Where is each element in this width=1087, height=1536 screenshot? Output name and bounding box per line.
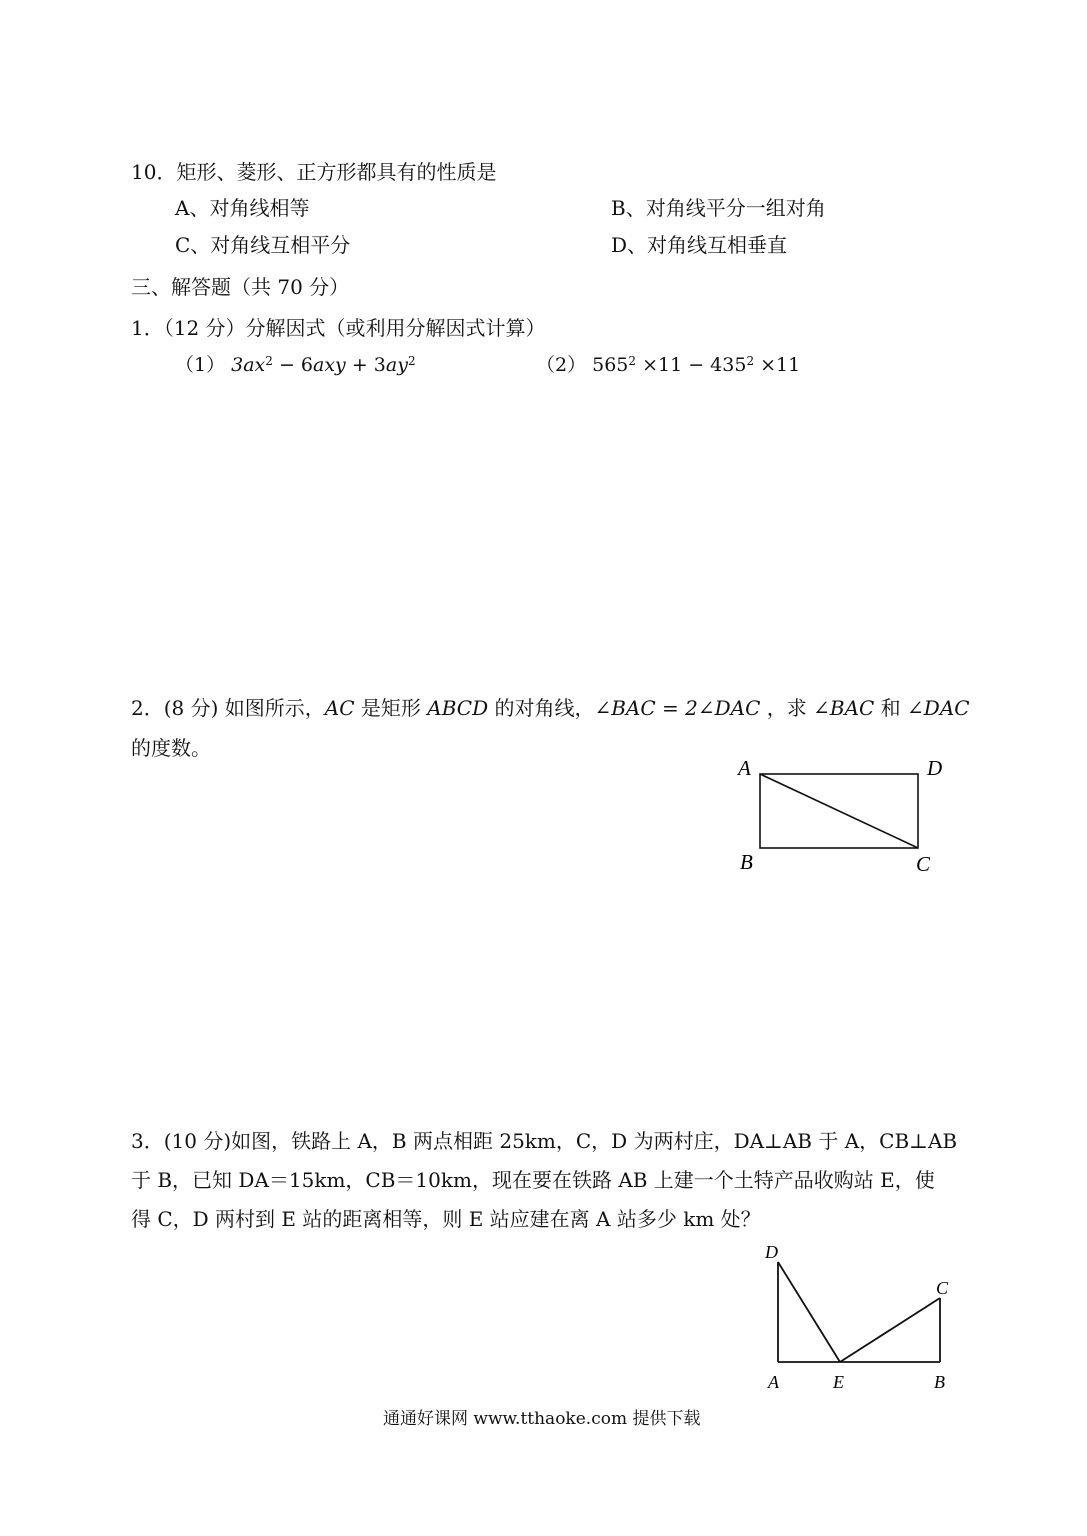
segment-de <box>778 1262 840 1362</box>
p2-text-abcd: ABCD <box>427 696 489 720</box>
p2-text-bac: ∠BAC <box>813 696 875 720</box>
p1-sub1-number: （1） <box>175 354 226 376</box>
p1-sub2-expression: $565^2 \times 11 - 435^2 \times 11$ <box>586 354 801 376</box>
q10-option-a: A、对角线相等 <box>175 196 310 220</box>
label-c: C <box>936 1278 949 1298</box>
p3-line1: 3．(10 分)如图，铁路上 A，B 两点相距 25km，C，D 为两村庄，DA⊥AB 于 A，CB⊥AB <box>131 1129 958 1153</box>
p2-text-ac: AC <box>324 696 355 720</box>
q10-stem: 10．矩形、菱形、正方形都具有的性质是 <box>131 160 497 184</box>
label-a: A <box>768 1372 779 1392</box>
label-b: B <box>934 1372 945 1392</box>
diagonal-ac <box>760 774 918 848</box>
label-d: D <box>927 756 943 780</box>
p2-line2: 的度数。 <box>131 736 211 760</box>
p3-line3: 得 C，D 两村到 E 站的距离相等，则 E 站应建在离 A 站多少 km 处？ <box>131 1207 761 1231</box>
p2-text-mid: 是矩形 <box>354 696 428 720</box>
p2-text-dac: ∠DAC <box>907 696 970 720</box>
label-a: A <box>738 756 751 780</box>
p3-line2: 于 B，已知 DA＝15km，CB＝10km，现在要在铁路 AB 上建一个土特产品收购站 E，使 <box>131 1168 935 1192</box>
label-e: E <box>833 1372 844 1392</box>
p1-sub1-expression: $3ax^2 - 6axy + 3ay^2$ <box>225 354 416 376</box>
p1-sub2-number: （2） <box>536 354 587 376</box>
q10-option-b: B、对角线平分一组对角 <box>611 196 826 220</box>
p1-sub1 <box>175 352 416 378</box>
p3-railway-figure <box>760 1240 960 1395</box>
q10-option-c: C、对角线互相平分 <box>175 233 351 257</box>
q10-option-d: D、对角线互相垂直 <box>611 233 788 257</box>
p2-line1 <box>131 695 970 721</box>
p2-text-prefix: 2．(8 分) 如图所示， <box>131 696 325 720</box>
p1-stem: 1．（12 分）分解因式（或利用分解因式计算） <box>131 316 546 340</box>
label-c: C <box>916 852 931 876</box>
page-footer: 通通好课网 www.tthaoke.com 提供下载 <box>383 1409 701 1429</box>
label-b: B <box>740 850 753 874</box>
segment-ec <box>840 1298 940 1362</box>
p2-text-ask: ，求 <box>760 696 814 720</box>
p2-rectangle-figure <box>735 755 955 880</box>
p2-text-and: 和 <box>874 696 908 720</box>
section-heading: 三、解答题（共 70 分） <box>131 275 350 299</box>
p1-sub2 <box>536 352 800 378</box>
p2-text-equation: ∠BAC = 2∠DAC <box>594 696 761 720</box>
label-d: D <box>765 1242 778 1262</box>
p2-text-mid2: 的对角线， <box>488 696 595 720</box>
